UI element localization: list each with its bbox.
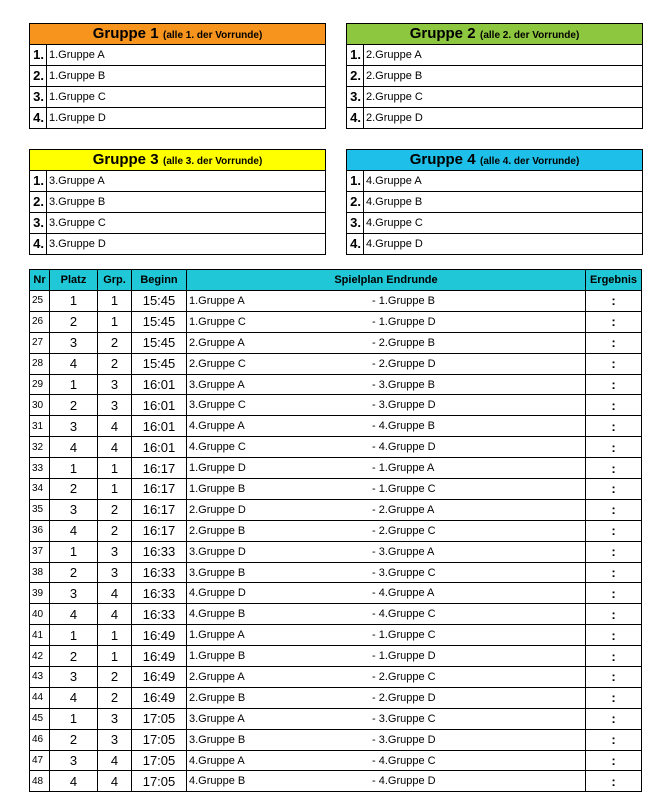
match-number: 32 [30,437,50,458]
group-cell: 1 [98,311,132,332]
away-team: - 2.Gruppe A [372,503,435,516]
start-time: 16:49 [132,646,187,667]
match-cell [187,479,586,500]
position-label: 3. [347,87,364,107]
group-1-subtitle: (alle 1. der Vorrunde) [163,30,263,41]
group-2-row [347,66,642,87]
group-cell: 2 [98,520,132,541]
result-cell[interactable]: : [586,625,642,646]
table-row [30,750,642,771]
match-number: 30 [30,395,50,416]
table-row [30,395,642,416]
group-4-row [347,192,642,213]
home-team: 1.Gruppe A [189,629,245,642]
group-cell: 3 [98,562,132,583]
result-cell[interactable]: : [586,604,642,625]
match-number: 29 [30,374,50,395]
team-name: 3.Gruppe C [49,217,106,229]
match-number: 36 [30,520,50,541]
table-row [30,562,642,583]
position-label: 3. [30,213,47,233]
start-time: 15:45 [132,332,187,353]
match-cell [187,625,586,646]
team-name: 2.Gruppe A [366,49,422,61]
match-cell [187,395,586,416]
group-cell: 2 [98,687,132,708]
table-row [30,520,642,541]
platz-cell: 1 [50,458,98,479]
platz-cell: 4 [50,687,98,708]
home-team: 1.Gruppe D [189,462,246,475]
table-row [30,437,642,458]
match-number: 34 [30,479,50,500]
group-cell: 3 [98,374,132,395]
home-team: 1.Gruppe C [189,315,246,328]
match-cell [187,771,586,792]
match-number: 42 [30,646,50,667]
group-2-title: Gruppe 2 [409,25,476,42]
match-number: 35 [30,499,50,520]
group-4-row [347,171,642,192]
away-team: - 4.Gruppe D [372,441,436,454]
home-team: 1.Gruppe A [189,294,245,307]
start-time: 16:17 [132,479,187,500]
team-name: 2.Gruppe D [366,112,423,124]
table-row [30,332,642,353]
start-time: 16:33 [132,604,187,625]
team-name: 1.Gruppe A [49,49,105,61]
home-team: 4.Gruppe B [189,608,246,621]
away-team: - 2.Gruppe B [372,336,435,349]
away-team: - 1.Gruppe D [372,315,436,328]
match-cell [187,416,586,437]
match-number: 39 [30,583,50,604]
group-cell: 4 [98,750,132,771]
match-cell [187,374,586,395]
group-3-row [30,213,325,234]
away-team: - 4.Gruppe A [372,587,435,600]
group-cell: 1 [98,625,132,646]
match-number: 38 [30,562,50,583]
position-label: 1. [347,171,364,191]
platz-cell: 1 [50,541,98,562]
away-team: - 2.Gruppe D [372,691,436,704]
table-row [30,479,642,500]
team-name: 4.Gruppe C [366,217,423,229]
home-team: 1.Gruppe B [189,482,246,495]
table-row [30,291,642,312]
header-platz: Platz [50,270,98,291]
table-row [30,353,642,374]
group-cell: 1 [98,479,132,500]
match-number: 41 [30,625,50,646]
table-row [30,311,642,332]
team-name: 2.Gruppe C [366,91,423,103]
platz-cell: 2 [50,729,98,750]
match-number: 28 [30,353,50,374]
result-cell[interactable]: : [586,332,642,353]
team-name: 3.Gruppe B [49,196,106,208]
group-cell: 3 [98,541,132,562]
home-team: 3.Gruppe A [189,712,245,725]
result-cell[interactable]: : [586,499,642,520]
result-cell[interactable]: : [586,562,642,583]
platz-cell: 3 [50,750,98,771]
result-cell[interactable]: : [586,583,642,604]
result-cell[interactable]: : [586,646,642,667]
group-2-header [347,24,642,45]
table-row [30,667,642,688]
start-time: 16:17 [132,520,187,541]
match-number: 46 [30,729,50,750]
match-cell [187,687,586,708]
match-number: 47 [30,750,50,771]
group-cell: 2 [98,499,132,520]
match-number: 26 [30,311,50,332]
group-1-row [30,45,325,66]
schedule-table [29,269,642,792]
platz-cell: 4 [50,520,98,541]
team-name: 1.Gruppe B [49,70,106,82]
header-nr: Nr [30,270,50,291]
group-3-row [30,192,325,213]
platz-cell: 4 [50,604,98,625]
start-time: 16:49 [132,667,187,688]
match-cell [187,291,586,312]
home-team: 4.Gruppe A [189,420,245,433]
group-cell: 2 [98,353,132,374]
position-label: 4. [347,108,364,128]
match-cell [187,729,586,750]
platz-cell: 3 [50,332,98,353]
home-team: 3.Gruppe D [189,545,246,558]
away-team: - 3.Gruppe D [372,399,436,412]
header-beginn: Beginn [132,270,187,291]
result-cell[interactable]: : [586,353,642,374]
table-row [30,583,642,604]
group-4-box [346,149,643,255]
position-label: 3. [347,213,364,233]
platz-cell: 3 [50,667,98,688]
result-cell[interactable]: : [586,708,642,729]
home-team: 2.Gruppe A [189,670,245,683]
table-row [30,687,642,708]
team-name: 1.Gruppe D [49,112,106,124]
group-3-subtitle: (alle 3. der Vorrunde) [163,156,263,167]
match-number: 43 [30,667,50,688]
group-4-subtitle: (alle 4. der Vorrunde) [480,156,580,167]
start-time: 16:49 [132,625,187,646]
match-cell [187,332,586,353]
header-ergebnis: Ergebnis [586,270,642,291]
position-label: 2. [347,192,364,212]
platz-cell: 1 [50,374,98,395]
match-number: 31 [30,416,50,437]
platz-cell: 4 [50,353,98,374]
position-label: 2. [30,66,47,86]
platz-cell: 2 [50,479,98,500]
team-name: 2.Gruppe B [366,70,423,82]
group-cell: 2 [98,667,132,688]
group-4-row [347,213,642,234]
match-cell [187,750,586,771]
platz-cell: 2 [50,562,98,583]
away-team: - 2.Gruppe D [372,357,436,370]
home-team: 2.Gruppe C [189,357,246,370]
away-team: - 4.Gruppe B [372,420,435,433]
match-number: 25 [30,291,50,312]
away-team: - 3.Gruppe C [372,566,436,579]
team-name: 4.Gruppe D [366,238,423,250]
group-4-header [347,150,642,171]
table-row [30,729,642,750]
result-cell[interactable]: : [586,437,642,458]
result-cell[interactable]: : [586,520,642,541]
header-grp: Grp. [98,270,132,291]
group-1-row [30,108,325,128]
start-time: 16:33 [132,562,187,583]
schedule-body [30,291,642,792]
match-cell [187,541,586,562]
away-team: - 2.Gruppe C [372,670,436,683]
home-team: 4.Gruppe B [189,775,246,788]
table-row [30,374,642,395]
match-cell [187,311,586,332]
group-1-box [29,23,326,129]
platz-cell: 4 [50,771,98,792]
position-label: 1. [347,45,364,65]
position-label: 2. [347,66,364,86]
away-team: - 2.Gruppe C [372,524,436,537]
group-3-row [30,171,325,192]
match-cell [187,458,586,479]
home-team: 3.Gruppe C [189,399,246,412]
result-cell[interactable]: : [586,750,642,771]
start-time: 17:05 [132,771,187,792]
match-cell [187,604,586,625]
group-2-box [346,23,643,129]
platz-cell: 3 [50,583,98,604]
table-row [30,708,642,729]
result-cell[interactable]: : [586,291,642,312]
home-team: 4.Gruppe A [189,754,245,767]
platz-cell: 2 [50,646,98,667]
away-team: - 1.Gruppe C [372,629,436,642]
group-3-title: Gruppe 3 [92,151,159,168]
group-cell: 1 [98,291,132,312]
result-cell[interactable]: : [586,729,642,750]
home-team: 2.Gruppe D [189,503,246,516]
match-cell [187,708,586,729]
group-cell: 3 [98,729,132,750]
away-team: - 3.Gruppe D [372,733,436,746]
platz-cell: 2 [50,311,98,332]
group-cell: 3 [98,395,132,416]
position-label: 1. [30,171,47,191]
result-cell[interactable]: : [586,374,642,395]
position-label: 4. [30,234,47,254]
result-cell[interactable]: : [586,541,642,562]
group-cell: 2 [98,332,132,353]
home-team: 2.Gruppe A [189,336,245,349]
result-cell[interactable]: : [586,311,642,332]
platz-cell: 3 [50,416,98,437]
match-number: 48 [30,771,50,792]
match-number: 37 [30,541,50,562]
group-1-row [30,66,325,87]
match-number: 40 [30,604,50,625]
start-time: 17:05 [132,729,187,750]
away-team: - 1.Gruppe B [372,294,435,307]
table-row [30,646,642,667]
group-2-row [347,45,642,66]
away-team: - 4.Gruppe C [372,608,436,621]
match-number: 45 [30,708,50,729]
group-cell: 4 [98,604,132,625]
result-cell[interactable]: : [586,458,642,479]
start-time: 16:17 [132,499,187,520]
match-cell [187,353,586,374]
group-cell: 1 [98,646,132,667]
group-2-row [347,108,642,128]
table-row [30,771,642,792]
home-team: 3.Gruppe B [189,733,246,746]
group-2-subtitle: (alle 2. der Vorrunde) [480,30,580,41]
match-number: 27 [30,332,50,353]
schedule-header-row [30,270,642,291]
away-team: - 4.Gruppe D [372,775,436,788]
start-time: 16:49 [132,687,187,708]
result-cell[interactable]: : [586,687,642,708]
platz-cell: 1 [50,291,98,312]
group-1-title: Gruppe 1 [92,25,159,42]
team-name: 3.Gruppe A [49,175,105,187]
away-team: - 1.Gruppe D [372,650,436,663]
result-cell[interactable]: : [586,395,642,416]
start-time: 15:45 [132,291,187,312]
team-name: 3.Gruppe D [49,238,106,250]
start-time: 15:45 [132,353,187,374]
away-team: - 1.Gruppe C [372,482,436,495]
result-cell[interactable]: : [586,479,642,500]
home-team: 4.Gruppe C [189,441,246,454]
match-cell [187,646,586,667]
away-team: - 3.Gruppe A [372,545,435,558]
match-cell [187,437,586,458]
platz-cell: 1 [50,625,98,646]
position-label: 3. [30,87,47,107]
group-cell: 4 [98,416,132,437]
start-time: 16:33 [132,541,187,562]
away-team: - 1.Gruppe A [372,462,435,475]
platz-cell: 2 [50,395,98,416]
away-team: - 3.Gruppe B [372,378,435,391]
table-row [30,458,642,479]
group-1-row [30,87,325,108]
table-row [30,625,642,646]
home-team: 3.Gruppe A [189,378,245,391]
start-time: 17:05 [132,750,187,771]
table-row [30,416,642,437]
away-team: - 3.Gruppe C [372,712,436,725]
start-time: 16:01 [132,416,187,437]
position-label: 2. [30,192,47,212]
start-time: 16:01 [132,374,187,395]
match-cell [187,562,586,583]
group-4-row [347,234,642,254]
home-team: 4.Gruppe D [189,587,246,600]
match-cell [187,583,586,604]
start-time: 16:17 [132,458,187,479]
group-cell: 1 [98,458,132,479]
position-label: 1. [30,45,47,65]
platz-cell: 4 [50,437,98,458]
group-3-box [29,149,326,255]
home-team: 2.Gruppe B [189,691,246,704]
group-4-title: Gruppe 4 [409,151,476,168]
match-cell [187,667,586,688]
platz-cell: 1 [50,708,98,729]
home-team: 2.Gruppe B [189,524,246,537]
result-cell[interactable]: : [586,771,642,792]
start-time: 16:33 [132,583,187,604]
group-cell: 4 [98,771,132,792]
position-label: 4. [347,234,364,254]
team-name: 1.Gruppe C [49,91,106,103]
table-row [30,499,642,520]
group-1-header [30,24,325,45]
home-team: 3.Gruppe B [189,566,246,579]
team-name: 4.Gruppe A [366,175,422,187]
platz-cell: 3 [50,499,98,520]
match-cell [187,499,586,520]
position-label: 4. [30,108,47,128]
result-cell[interactable]: : [586,667,642,688]
table-row [30,604,642,625]
match-number: 44 [30,687,50,708]
home-team: 1.Gruppe B [189,650,246,663]
start-time: 16:01 [132,395,187,416]
table-row [30,541,642,562]
start-time: 17:05 [132,708,187,729]
group-cell: 4 [98,583,132,604]
group-cell: 3 [98,708,132,729]
group-3-row [30,234,325,254]
result-cell[interactable]: : [586,416,642,437]
match-number: 33 [30,458,50,479]
start-time: 15:45 [132,311,187,332]
group-3-header [30,150,325,171]
group-cell: 4 [98,437,132,458]
header-spielplan: Spielplan Endrunde [187,270,586,291]
match-cell [187,520,586,541]
team-name: 4.Gruppe B [366,196,423,208]
group-2-row [347,87,642,108]
start-time: 16:01 [132,437,187,458]
away-team: - 4.Gruppe C [372,754,436,767]
